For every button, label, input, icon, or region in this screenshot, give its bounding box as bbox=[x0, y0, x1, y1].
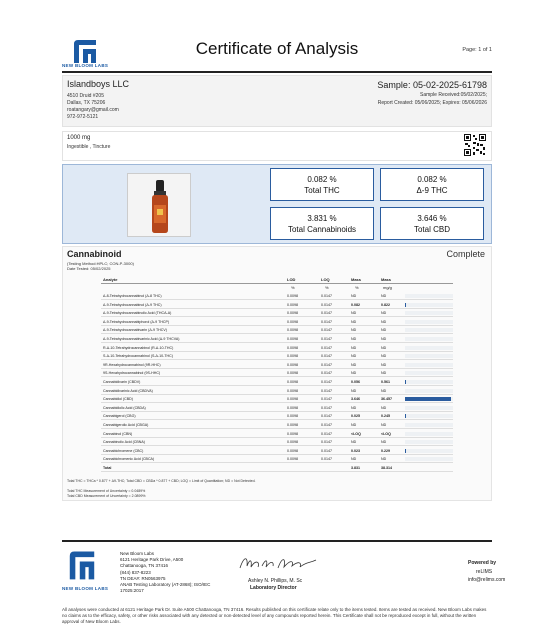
total-cannabinoids-label: Total Cannabinoids bbox=[287, 225, 357, 234]
cell-lod: 0.0098 bbox=[287, 405, 298, 410]
brand-name: NEW BLOOM LABS bbox=[62, 63, 109, 68]
date-tested: Date Tested: 05/02/2025 bbox=[67, 266, 111, 271]
lab-line: 6121 Heritage Park Drive, A500 bbox=[120, 557, 184, 563]
cell-loq: 0.0147 bbox=[321, 414, 332, 419]
totals-footnote: Total THC = THCa * 0.877 + Δ9-THC; Total CBD = CBDa * 0.877 + CBD; LOQ = Limit of Quantitation; ND = Not Detected. bbox=[67, 479, 256, 483]
cell-pct: ND bbox=[351, 423, 357, 427]
table-row bbox=[101, 352, 453, 360]
cell-mg: ND bbox=[381, 345, 387, 350]
cell-pct: ND bbox=[351, 319, 357, 324]
concentration-bar bbox=[405, 354, 453, 358]
concentration-bar bbox=[405, 414, 453, 418]
sample-received: Sample Received:05/02/2025; bbox=[420, 92, 487, 98]
cell-pct: ND bbox=[351, 311, 357, 316]
cell-loq: 0.0147 bbox=[321, 294, 332, 298]
client-name: Islandboys LLC bbox=[67, 79, 130, 89]
concentration-bar-fill bbox=[405, 449, 406, 453]
table-row bbox=[101, 361, 453, 369]
cell-lod: 0.0098 bbox=[287, 414, 298, 419]
cell-loq: 0.0147 bbox=[321, 431, 332, 436]
cell-lod: 0.0098 bbox=[287, 431, 298, 436]
total-thc-card bbox=[270, 168, 374, 201]
cell-pct: ND bbox=[351, 457, 357, 462]
cell-loq: 0.0147 bbox=[321, 423, 332, 427]
cell-lod: 0.0098 bbox=[287, 371, 298, 376]
col-mass-mg: Mass bbox=[381, 277, 392, 282]
cell-analyte: 9R-Hexahydrocannabinol (9R-HHC) bbox=[103, 362, 161, 367]
concentration-bar bbox=[405, 363, 453, 367]
cell-mg: 0.561 bbox=[381, 380, 390, 384]
cell-loq: 0.0147 bbox=[321, 345, 332, 350]
cell-analyte: Δ-9-Tetrahydrocannabinolic Acid (THCA-A) bbox=[103, 311, 172, 316]
cell-lod: 0.0098 bbox=[287, 440, 298, 445]
cell-mg: ND bbox=[381, 319, 387, 324]
lab-contact bbox=[120, 551, 210, 594]
cell-pct: <LOQ bbox=[351, 431, 361, 436]
cell-loq: 0.0147 bbox=[321, 302, 332, 307]
cell-loq: 0.0147 bbox=[321, 397, 332, 402]
col-mass-pct: Mass bbox=[351, 277, 362, 282]
director-title: Laboratory Director bbox=[250, 585, 297, 591]
concentration-bar bbox=[405, 389, 453, 393]
col-loq: LOQ bbox=[321, 277, 330, 282]
cell-lod: 0.0098 bbox=[287, 328, 298, 333]
cell-loq: 0.0147 bbox=[321, 328, 332, 333]
cell-analyte: Cannabinol (CBN) bbox=[103, 431, 133, 436]
cell-pct: 0.056 bbox=[351, 380, 360, 384]
table-row bbox=[101, 395, 453, 403]
cell-lod: 0.0098 bbox=[287, 388, 298, 393]
table-row bbox=[101, 447, 453, 455]
cell-mg: 38.314 bbox=[381, 466, 392, 470]
cell-lod: 0.0098 bbox=[287, 457, 298, 462]
relims-email-link[interactable]: info@relims.com bbox=[468, 577, 506, 583]
table-row bbox=[101, 455, 453, 463]
col-lod: LOD bbox=[287, 277, 296, 282]
concentration-bar bbox=[405, 457, 453, 461]
concentration-bar bbox=[405, 337, 453, 341]
table-row bbox=[101, 369, 453, 377]
concentration-bar bbox=[405, 406, 453, 410]
unit-mass-pct: % bbox=[355, 285, 359, 290]
cell-pct: 0.023 bbox=[351, 448, 360, 453]
cell-mg: ND bbox=[381, 311, 387, 316]
cell-pct: ND bbox=[351, 328, 357, 333]
concentration-bar-fill bbox=[405, 397, 451, 401]
total-thc-label: Total THC bbox=[304, 186, 340, 195]
cell-loq: 0.0147 bbox=[321, 362, 332, 367]
total-cbd-label: Total CBD bbox=[413, 225, 450, 234]
thc-uncertainty: Total THC Measurement of Uncertainty = 0.0489% bbox=[67, 489, 146, 493]
concentration-bar bbox=[405, 294, 453, 298]
col-analyte: Analyte bbox=[103, 277, 118, 282]
cell-mg: ND bbox=[381, 337, 387, 341]
cell-pct: ND bbox=[351, 345, 357, 350]
total-cbd-card bbox=[380, 207, 484, 240]
cell-lod: 0.0098 bbox=[287, 380, 298, 384]
total-thc-value: 0.082 % bbox=[307, 175, 337, 184]
cell-mg: ND bbox=[381, 371, 387, 376]
concentration-bar bbox=[405, 380, 453, 384]
disclaimer-text: All analyses were conducted at 6121 Heritage Park Dr. Suite A500 Chattanooga, TN 37416. Results published on this certificate relate only to the items tested. Items are tested as received. New Bloom Labs makes no claims as to the efficacy, safety, or other risks associated with any detected or non-detected level of any compounds reported herein. This Certificate shall not be reproduced except in full, without the written approval of New Bloom Labs. bbox=[62, 607, 487, 624]
cell-lod: 0.0098 bbox=[287, 423, 298, 427]
cell-analyte: R-Δ-10-Tetrahydrocannabinol (R-Δ-10-THC) bbox=[103, 345, 174, 350]
cannabinoid-results-section bbox=[62, 246, 492, 501]
page-number: Page: 1 of 1 bbox=[462, 47, 492, 53]
cell-lod: 0.0098 bbox=[287, 311, 298, 316]
cell-analyte: Cannabigerol (CBG) bbox=[103, 414, 136, 419]
concentration-bar bbox=[405, 423, 453, 427]
cell-loq: 0.0147 bbox=[321, 440, 332, 445]
table-row bbox=[101, 421, 453, 429]
cell-pct: ND bbox=[351, 440, 357, 445]
cell-lod: 0.0098 bbox=[287, 294, 298, 298]
lab-line: New Bloom Labs bbox=[120, 551, 155, 556]
cell-loq: 0.0147 bbox=[321, 337, 332, 341]
cell-pct: 0.082 bbox=[351, 302, 360, 307]
concentration-bar bbox=[405, 328, 453, 332]
table-row bbox=[101, 326, 453, 334]
cell-pct: ND bbox=[351, 362, 357, 367]
cell-pct: ND bbox=[351, 294, 357, 298]
concentration-bar bbox=[405, 311, 453, 315]
concentration-bar bbox=[405, 371, 453, 375]
cell-mg: 36.457 bbox=[381, 397, 392, 402]
cell-mg: ND bbox=[381, 423, 387, 427]
cell-analyte: S-Δ-10-Tetrahydrocannabinol (S-Δ-10-THC) bbox=[103, 354, 173, 359]
cell-pct: ND bbox=[351, 371, 357, 376]
cell-pct: ND bbox=[351, 405, 357, 410]
table-row bbox=[101, 344, 453, 352]
lab-line: Chattanooga, TN 37416 bbox=[120, 563, 168, 569]
cell-loq: 0.0147 bbox=[321, 388, 332, 393]
concentration-bar bbox=[405, 432, 453, 436]
relims-name: reLIMS bbox=[476, 569, 493, 575]
table-row bbox=[101, 378, 453, 386]
qr-code-icon[interactable] bbox=[463, 133, 487, 157]
product-photo bbox=[127, 173, 191, 237]
cell-lod: 0.0098 bbox=[287, 319, 298, 324]
document-title: Certificate of Analysis bbox=[195, 39, 359, 58]
footer-brand-name: NEW BLOOM LABS bbox=[62, 586, 109, 591]
cell-loq: 0.0147 bbox=[321, 380, 332, 384]
concentration-bar-fill bbox=[405, 380, 406, 384]
table-row bbox=[101, 412, 453, 420]
cell-loq: 0.0147 bbox=[321, 405, 332, 410]
total-cbd-value: 3.646 % bbox=[417, 214, 447, 223]
cell-analyte: Δ-9-Tetrahydrocannabivarin (Δ-9 THCV) bbox=[103, 328, 167, 333]
section-title: Cannabinoid bbox=[67, 249, 122, 259]
cell-loq: 0.0147 bbox=[321, 354, 332, 359]
cell-loq: 0.0147 bbox=[321, 311, 332, 316]
lab-line: TN DEA#: RN0563975 bbox=[120, 575, 166, 581]
concentration-bar bbox=[405, 440, 453, 444]
cell-analyte: Cannabidivarin (CBDV) bbox=[103, 380, 141, 384]
table-row bbox=[101, 318, 453, 326]
delta9-thc-label: Δ-9 THC bbox=[416, 186, 448, 195]
total-cannabinoids-card bbox=[270, 207, 374, 240]
table-row bbox=[101, 335, 453, 343]
cell-lod: 0.0098 bbox=[287, 354, 298, 359]
table-row bbox=[101, 301, 453, 309]
director-signature bbox=[238, 554, 318, 572]
unit-loq: % bbox=[325, 285, 329, 290]
cell-mg: 0.245 bbox=[381, 414, 390, 419]
table-row bbox=[101, 292, 453, 300]
cell-mg: ND bbox=[381, 362, 387, 367]
concentration-bar bbox=[405, 303, 453, 307]
report-header bbox=[62, 33, 492, 73]
client-address-2: Dallas, TX 75206 bbox=[67, 100, 106, 106]
cell-analyte: Cannabinolic Acid (CBNA) bbox=[103, 440, 145, 445]
cell-lod: 0.0098 bbox=[287, 345, 298, 350]
cell-mg: ND bbox=[381, 294, 387, 298]
sample-id: Sample: 05-02-2025-61798 bbox=[377, 80, 487, 90]
table-row bbox=[101, 309, 453, 317]
concentration-bar bbox=[405, 397, 453, 401]
cell-mg: 0.229 bbox=[381, 448, 390, 453]
cell-loq: 0.0147 bbox=[321, 448, 332, 453]
cell-pct: 0.025 bbox=[351, 414, 360, 419]
cell-analyte: Cannabidiol (CBD) bbox=[103, 397, 133, 402]
concentration-bar bbox=[405, 320, 453, 324]
product-band bbox=[62, 131, 492, 161]
potency-summary-panel bbox=[62, 164, 492, 244]
footer-divider bbox=[62, 540, 492, 542]
cell-mg: 0.822 bbox=[381, 302, 390, 307]
lab-line: 17025:2017 bbox=[120, 588, 144, 594]
cell-analyte: Δ-9-Tetrahydrocannabiphorol (Δ-9 THCP) bbox=[103, 319, 170, 324]
concentration-bar bbox=[405, 449, 453, 453]
cell-lod: 0.0098 bbox=[287, 337, 298, 341]
cell-mg: ND bbox=[381, 440, 387, 445]
table-row bbox=[101, 387, 453, 395]
delta9-thc-card bbox=[380, 168, 484, 201]
product-size: 1000 mg bbox=[67, 135, 91, 141]
cell-lod: 0.0098 bbox=[287, 397, 298, 402]
concentration-bar-fill bbox=[405, 303, 406, 307]
unit-mass-mg: mg/g bbox=[383, 285, 392, 290]
product-type: Ingestible , Tincture bbox=[67, 144, 111, 150]
cell-analyte: Total bbox=[103, 466, 112, 470]
table-row bbox=[101, 404, 453, 412]
unit-lod: % bbox=[291, 285, 295, 290]
client-address-1: 4510 Druid #205 bbox=[67, 93, 104, 99]
section-status: Complete bbox=[446, 249, 485, 259]
cell-analyte: Cannabigerolic Acid (CBGA) bbox=[103, 423, 149, 427]
cell-analyte: Cannabidivarinic Acid (CBDVA) bbox=[103, 388, 153, 393]
cell-pct: ND bbox=[351, 388, 357, 393]
cell-lod: 0.0098 bbox=[287, 302, 298, 307]
cell-analyte: Δ-9-Tetrahydrocannabinol (Δ-9 THC) bbox=[103, 302, 162, 307]
report-dates: Report Created: 05/06/2025; Expires: 05/06/2026 bbox=[377, 100, 487, 106]
cell-mg: ND bbox=[381, 405, 387, 410]
cell-lod: 0.0098 bbox=[287, 362, 298, 367]
client-info-band bbox=[62, 75, 492, 127]
cell-lod: 0.0098 bbox=[287, 448, 298, 453]
lab-line: ANAB Testing Laboratory (AT-2868); ISO/IEC bbox=[120, 582, 211, 588]
cell-pct: ND bbox=[351, 337, 357, 341]
cell-mg: ND bbox=[381, 354, 387, 359]
table-row bbox=[101, 430, 453, 438]
client-phone: 972-972-5121 bbox=[67, 114, 99, 120]
cell-loq: 0.0147 bbox=[321, 319, 332, 324]
cell-analyte: Cannabichromene (CBC) bbox=[103, 448, 144, 453]
client-email: roatangary@gmail.com bbox=[67, 107, 119, 113]
cell-analyte: 9S-Hexahydrocannabinol (9S-HHC) bbox=[103, 371, 161, 376]
cell-mg: <LOQ bbox=[381, 431, 391, 436]
table-row bbox=[101, 438, 453, 446]
cell-loq: 0.0147 bbox=[321, 371, 332, 376]
footer-logo-icon bbox=[62, 546, 102, 586]
cell-analyte: Cannabichromenic Acid (CBCA) bbox=[103, 457, 155, 462]
table-row bbox=[101, 464, 453, 472]
powered-by: Powered by bbox=[468, 560, 497, 566]
concentration-bar bbox=[405, 346, 453, 350]
cell-mg: ND bbox=[381, 388, 387, 393]
delta9-thc-value: 0.082 % bbox=[417, 175, 447, 184]
cbd-uncertainty: Total CBD Measurement of Uncertainty = 2.0899% bbox=[67, 494, 146, 498]
total-cannabinoids-value: 3.831 % bbox=[307, 214, 337, 223]
lab-line: (844) 837-8223 bbox=[120, 569, 151, 575]
cell-analyte: Δ-8-Tetrahydrocannabinol (Δ-8 THC) bbox=[103, 294, 162, 298]
cell-loq: 0.0147 bbox=[321, 457, 332, 462]
cell-mg: ND bbox=[381, 457, 387, 462]
cell-pct: ND bbox=[351, 354, 357, 359]
tincture-bottle-icon bbox=[128, 174, 192, 238]
concentration-bar-fill bbox=[405, 414, 406, 418]
cell-analyte: Δ-9-Tetrahydrocannabivarinic Acid (Δ-9 THCVA) bbox=[103, 337, 180, 341]
cell-mg: ND bbox=[381, 328, 387, 333]
cell-pct: 3.831 bbox=[351, 466, 360, 470]
cell-pct: 3.646 bbox=[351, 397, 360, 402]
cell-analyte: Cannabidiolic Acid (CBDA) bbox=[103, 405, 146, 410]
director-name: Ashley N. Phillips, M. Sc bbox=[248, 578, 303, 584]
testing-method: (Testing Method:HPLC; CON-P-3000) bbox=[67, 261, 134, 266]
